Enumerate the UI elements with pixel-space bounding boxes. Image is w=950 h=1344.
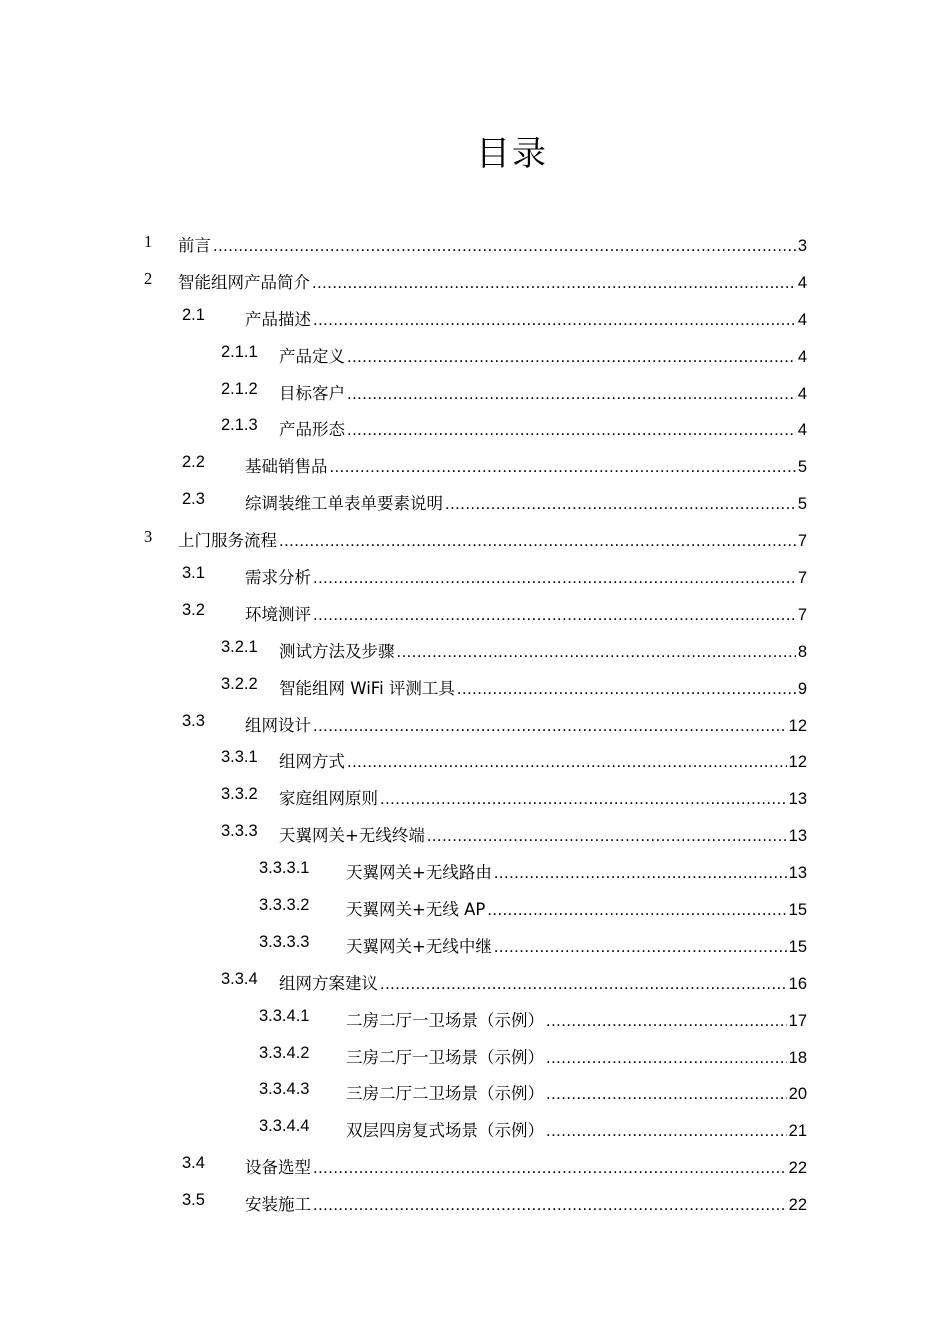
toc-entry[interactable] xyxy=(0,556,950,593)
toc-entry-title: 目标客户 xyxy=(279,383,345,403)
toc-entry-title: 测试方法及步骤 xyxy=(279,641,395,661)
toc-entry-number: 2.1.2 xyxy=(221,379,258,398)
toc-entry[interactable] xyxy=(0,445,950,482)
toc-entry-number: 3.4 xyxy=(182,1154,205,1173)
toc-entry-number: 3.3.4.2 xyxy=(259,1043,310,1062)
toc-entry-title: 三房二厅一卫场景（示例） xyxy=(346,1047,544,1067)
toc-entry-page-number: 20 xyxy=(788,1085,807,1104)
toc-entry-title: 天翼网关+无线路由 xyxy=(346,863,492,883)
toc-entry[interactable] xyxy=(0,667,950,704)
toc-entry[interactable] xyxy=(0,999,950,1036)
toc-entry-line xyxy=(346,859,807,883)
toc-dot-leader xyxy=(313,311,796,330)
toc-entry-title: 组网方式 xyxy=(279,752,345,772)
toc-dot-leader xyxy=(313,569,796,588)
toc-dot-leader xyxy=(380,790,787,809)
toc-entry-line xyxy=(346,1117,807,1141)
toc-entry-title: 智能组网 WiFi 评测工具 xyxy=(279,678,455,698)
toc-entry-line xyxy=(245,490,807,514)
toc-dot-leader xyxy=(445,495,796,514)
toc-entry-number: 3.3.3.2 xyxy=(259,896,310,915)
toc-dot-leader xyxy=(312,274,796,293)
toc-entry-page-number: 22 xyxy=(788,1196,807,1215)
toc-entry-title: 双层四房复式场景（示例） xyxy=(346,1121,544,1141)
toc-entry-page-number: 13 xyxy=(788,790,807,809)
toc-entry[interactable] xyxy=(0,1109,950,1146)
toc-entry-page-number: 4 xyxy=(797,347,807,366)
toc-entry-number: 3.1 xyxy=(182,564,205,583)
toc-entry-line xyxy=(245,1154,807,1178)
toc-title: 目录 xyxy=(476,134,548,174)
toc-entry-page-number: 5 xyxy=(797,458,807,477)
toc-entry[interactable] xyxy=(0,519,950,556)
toc-entry-number: 3.3.3.3 xyxy=(259,932,310,951)
toc-entry-page-number: 3 xyxy=(797,237,807,255)
toc-entry-title: 安装施工 xyxy=(245,1195,311,1215)
toc-entry[interactable] xyxy=(0,704,950,741)
toc-entry-title: 需求分析 xyxy=(245,568,311,588)
toc-entry-page-number: 4 xyxy=(797,273,807,292)
toc-entry-page-number: 4 xyxy=(797,421,807,440)
toc-entry-page-number: 8 xyxy=(797,642,807,661)
toc-dot-leader xyxy=(546,1122,787,1141)
toc-entry-number: 3.3.1 xyxy=(221,748,258,767)
toc-entry-page-number: 5 xyxy=(797,495,807,514)
toc-dot-leader xyxy=(347,348,796,367)
toc-dot-leader xyxy=(347,385,796,404)
toc-entry-title: 前言 xyxy=(178,236,211,255)
toc-entry-number: 3.3.4.4 xyxy=(259,1117,310,1136)
toc-entry-number: 3.3.3.1 xyxy=(259,859,310,878)
toc-entry[interactable] xyxy=(0,1036,950,1073)
toc-entry[interactable] xyxy=(0,740,950,777)
toc-entry-title: 产品定义 xyxy=(279,346,345,366)
toc-entry[interactable] xyxy=(0,1183,950,1220)
toc-dot-leader xyxy=(546,1049,787,1068)
toc-entry-page-number: 22 xyxy=(788,1159,807,1178)
toc-entry[interactable] xyxy=(0,814,950,851)
toc-dot-leader xyxy=(313,717,787,736)
toc-entry-page-number: 21 xyxy=(788,1122,807,1141)
toc-entry-line xyxy=(245,712,807,736)
toc-entry-number: 3.2 xyxy=(182,600,205,619)
toc-dot-leader xyxy=(546,1012,787,1031)
toc-entry-page-number: 9 xyxy=(797,679,807,698)
toc-entry[interactable] xyxy=(0,962,950,999)
toc-entry-number: 1 xyxy=(144,232,153,251)
toc-entry-number: 3.3.2 xyxy=(221,785,258,804)
toc-entry-number: 2.3 xyxy=(182,490,205,509)
toc-entry-page-number: 16 xyxy=(788,974,807,993)
toc-entry-page-number: 12 xyxy=(788,753,807,772)
toc-entry-page-number: 12 xyxy=(788,716,807,735)
toc-dot-leader xyxy=(397,643,796,662)
toc-entry-page-number: 18 xyxy=(788,1048,807,1067)
toc-entry-page-number: 7 xyxy=(797,605,807,624)
toc-entry-line xyxy=(245,306,807,330)
toc-entry-number: 2.2 xyxy=(182,453,205,472)
toc-dot-leader xyxy=(427,827,787,846)
toc-entry-line xyxy=(178,527,807,551)
toc-entry-line xyxy=(346,1007,807,1031)
toc-entry-number: 3.3 xyxy=(182,711,205,730)
toc-dot-leader xyxy=(347,421,796,440)
toc-dot-leader xyxy=(279,532,796,551)
toc-entry-line xyxy=(178,232,807,256)
toc-entry[interactable] xyxy=(0,925,950,962)
toc-dot-leader xyxy=(380,975,787,994)
toc-entry[interactable] xyxy=(0,298,950,335)
toc-dot-leader xyxy=(313,1196,787,1215)
toc-entry-title: 智能组网产品简介 xyxy=(178,272,310,292)
toc-entry-line xyxy=(279,822,807,846)
toc-entry-line xyxy=(245,1191,807,1215)
toc-entry-number: 3.2.1 xyxy=(221,637,258,656)
toc-entry-line xyxy=(245,564,807,588)
toc-entry-page-number: 4 xyxy=(797,384,807,403)
toc-entry-number: 3.3.4.1 xyxy=(259,1006,310,1025)
toc-entry-title: 天翼网关+无线 AP xyxy=(346,900,486,920)
toc-entry-page-number: 13 xyxy=(788,864,807,883)
toc-entry-page-number: 4 xyxy=(797,310,807,329)
toc-entry-number: 3.3.4.3 xyxy=(259,1080,310,1099)
toc-entry-line xyxy=(346,1044,807,1068)
toc-entry[interactable] xyxy=(0,1146,950,1183)
toc-entry-number: 2.1.3 xyxy=(221,416,258,435)
toc-entry-title: 上门服务流程 xyxy=(178,531,277,551)
toc-entry-number: 2.1.1 xyxy=(221,342,258,361)
toc-dot-leader xyxy=(457,680,796,699)
toc-entry-title: 三房二厅二卫场景（示例） xyxy=(346,1084,544,1104)
toc-dot-leader xyxy=(313,1159,787,1178)
toc-entry-line xyxy=(279,748,807,772)
toc-entry-page-number: 15 xyxy=(788,937,807,956)
toc-entry-title: 产品形态 xyxy=(279,420,345,440)
toc-entry[interactable] xyxy=(0,630,950,667)
toc-entry-page-number: 13 xyxy=(788,827,807,846)
toc-entry[interactable] xyxy=(0,777,950,814)
toc-dot-leader xyxy=(313,606,796,625)
toc-entry[interactable] xyxy=(0,1072,950,1109)
toc-entry-number: 2 xyxy=(144,268,153,288)
toc-entry-line xyxy=(279,785,807,809)
toc-dot-leader xyxy=(487,901,786,920)
toc-entry-number: 3 xyxy=(144,527,153,547)
toc-dot-leader xyxy=(494,938,787,957)
toc-dot-leader xyxy=(213,237,796,256)
toc-entry-number: 3.3.3 xyxy=(221,822,258,841)
toc-entry[interactable] xyxy=(0,888,950,925)
toc-entry[interactable] xyxy=(0,408,950,445)
toc-entry-title: 产品描述 xyxy=(245,309,311,329)
toc-entry-title: 组网方案建议 xyxy=(279,973,378,993)
toc-entry-title: 基础销售品 xyxy=(245,457,328,477)
toc-entry-line xyxy=(346,896,807,920)
toc-entry-line xyxy=(245,601,807,625)
toc-dot-leader xyxy=(330,458,796,477)
toc-entry-title: 天翼网关+无线中继 xyxy=(346,936,492,956)
toc-entry-number: 3.3.4 xyxy=(221,969,258,988)
toc-entry-number: 3.2.2 xyxy=(221,674,258,693)
toc-list xyxy=(0,224,950,1220)
toc-entry[interactable] xyxy=(0,335,950,372)
toc-entry-title: 组网设计 xyxy=(245,715,311,735)
toc-entry-line xyxy=(279,675,807,699)
toc-entry-page-number: 7 xyxy=(797,569,807,588)
toc-entry[interactable] xyxy=(0,224,950,261)
toc-entry-line xyxy=(279,638,807,662)
toc-dot-leader xyxy=(494,864,787,883)
toc-entry-line xyxy=(346,933,807,957)
toc-entry-title: 环境测评 xyxy=(245,604,311,624)
toc-entry-page-number: 17 xyxy=(788,1011,807,1030)
toc-entry-line xyxy=(346,1080,807,1104)
toc-entry-title: 家庭组网原则 xyxy=(279,789,378,809)
toc-entry-number: 2.1 xyxy=(182,305,205,324)
toc-entry-number: 3.5 xyxy=(182,1191,205,1210)
toc-dot-leader xyxy=(546,1085,787,1104)
toc-entry-line xyxy=(279,970,807,994)
toc-entry-page-number: 15 xyxy=(788,901,807,920)
toc-entry-line xyxy=(279,416,807,440)
toc-dot-leader xyxy=(347,753,787,772)
toc-entry[interactable] xyxy=(0,851,950,888)
toc-entry[interactable] xyxy=(0,482,950,519)
toc-entry-title: 综调装维工单表单要素说明 xyxy=(245,494,443,514)
toc-entry-line xyxy=(279,343,807,367)
toc-entry-line xyxy=(178,269,807,293)
toc-entry[interactable] xyxy=(0,372,950,409)
toc-entry-line xyxy=(245,453,807,477)
toc-entry[interactable] xyxy=(0,593,950,630)
toc-entry-line xyxy=(279,380,807,404)
toc-entry-title: 二房二厅一卫场景（示例） xyxy=(346,1010,544,1030)
toc-entry[interactable] xyxy=(0,261,950,298)
toc-entry-title: 设备选型 xyxy=(245,1158,311,1178)
toc-entry-page-number: 7 xyxy=(797,532,807,551)
toc-entry-title: 天翼网关+无线终端 xyxy=(279,826,425,846)
